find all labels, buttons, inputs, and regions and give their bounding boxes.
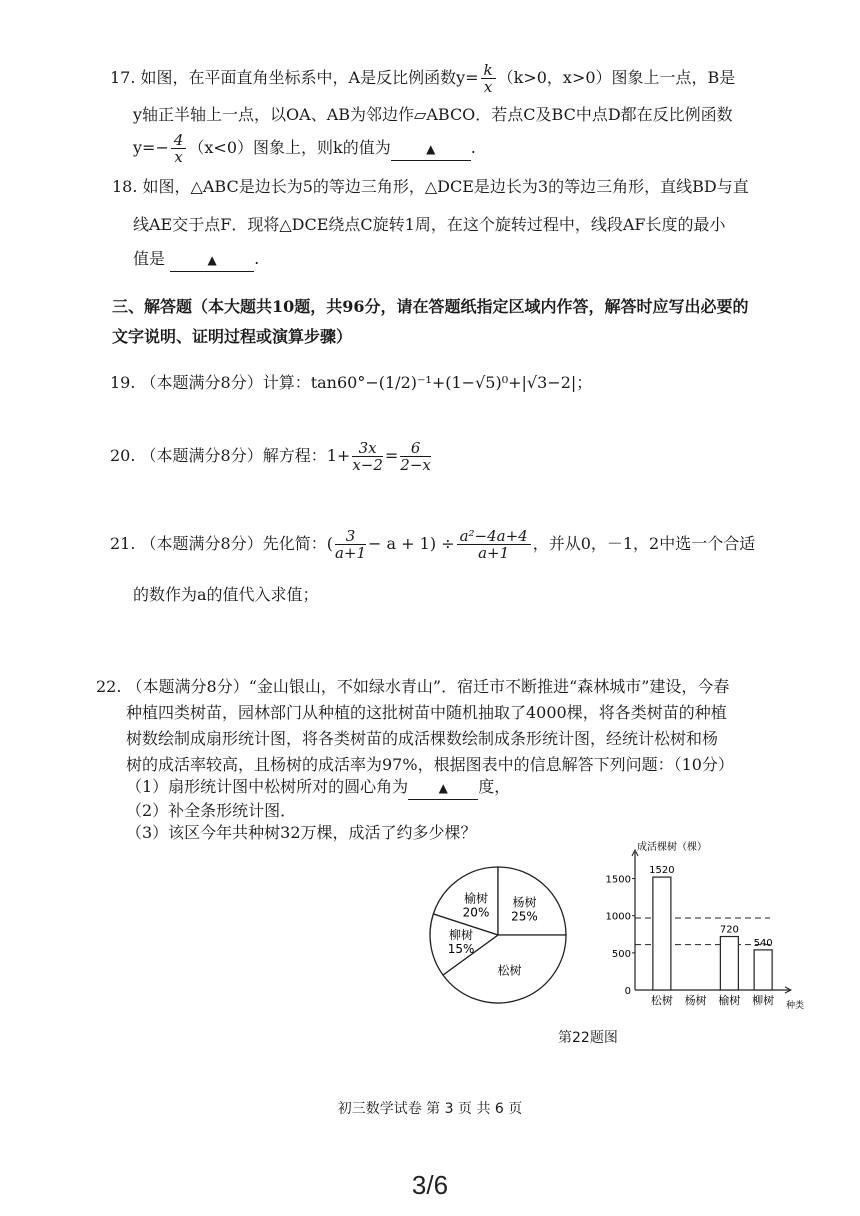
q17-blank-mark: ▲ bbox=[426, 142, 436, 156]
q22-caption: 第22题图 bbox=[558, 1030, 618, 1046]
q17-text-1b: （k>0，x>0）图象上一点，B是 bbox=[497, 68, 736, 87]
q22-line2: 种植四类树苗，园林部门从种植的这批树苗中随机抽取了4000棵，将各类树苗的种植 bbox=[126, 703, 727, 722]
bar-category-1: 杨树 bbox=[684, 994, 707, 1007]
q21-line2: 的数作为a的值代入求值； bbox=[133, 585, 319, 604]
q21-fraction-1 bbox=[335, 528, 366, 561]
q17-frac1-num: k bbox=[481, 62, 496, 79]
q22-charts bbox=[420, 840, 805, 1020]
q17-end: . bbox=[470, 138, 476, 157]
q22-line3: 树数绘制成扇形统计图，将各类树苗的成活棵数绘制成条形统计图，经统计松树和杨 bbox=[126, 729, 719, 748]
bar-y-label: 成活棵树（棵） bbox=[637, 842, 707, 853]
q17-answer-blank bbox=[391, 138, 471, 161]
bar-value-label-2: 720 bbox=[719, 924, 739, 936]
pie-label-name-2: 松树 bbox=[497, 963, 522, 978]
bar-value-label-3: 540 bbox=[753, 937, 773, 949]
bar-category-3: 柳树 bbox=[752, 994, 775, 1007]
q18-line3 bbox=[133, 248, 259, 272]
section3-title-line1: 三、解答题（本大题共10题，共96分，请在答题纸指定区域内作答，解答时应写出必要的 bbox=[112, 297, 749, 316]
q20-f2-num: 6 bbox=[400, 440, 431, 457]
q17-fraction-2 bbox=[171, 132, 187, 165]
bar-2 bbox=[720, 937, 738, 990]
q17-text-3b: （x<0）图象上，则k的值为 bbox=[188, 138, 391, 157]
q22-line4: 树的成活率较高，且杨树的成活率为97%，根据图表中的信息解答下列问题：（10分） bbox=[126, 755, 734, 774]
bar-0 bbox=[653, 877, 671, 990]
pie-label-name-0: 榆树 bbox=[464, 891, 489, 906]
q21-f2-den: a+1 bbox=[478, 544, 510, 562]
q17-fraction-1 bbox=[481, 62, 496, 95]
q17-line1 bbox=[110, 62, 735, 95]
bar-category-0: 松树 bbox=[650, 994, 673, 1007]
q18-text-3: 值是 bbox=[133, 249, 166, 268]
q17-text-1: 17. 如图，在平面直角坐标系中，A是反比例函数y= bbox=[110, 68, 479, 87]
pie-label-pct-1: 25% bbox=[511, 909, 538, 924]
q22-line1: 22. （本题满分8分）“金山银山，不如绿水青山”．宿迁市不断推进“森林城市”建设，今春 bbox=[96, 677, 730, 696]
q21-line1 bbox=[110, 528, 755, 561]
q17-text-3a: y=− bbox=[133, 138, 169, 157]
pie-label-name-1: 杨树 bbox=[512, 895, 537, 910]
q21-text-c: ，并从0，－1，2中选一个合适 bbox=[532, 534, 756, 553]
bar-ytick-3: 1500 bbox=[605, 874, 631, 886]
q21-fraction-2 bbox=[457, 528, 531, 561]
q22-sub3: （3）该区今年共种树32万棵，成活了约多少棵？ bbox=[126, 823, 477, 842]
q17-line3 bbox=[133, 132, 476, 165]
page-footer: 初三数学试卷 第 3 页 共 6 页 bbox=[337, 1101, 523, 1117]
q17-frac2-num: 4 bbox=[171, 132, 187, 149]
q22-sub2: （2）补全条形统计图． bbox=[126, 801, 297, 820]
q22-sub1-text: （1）扇形统计图中松树所对的圆心角为 bbox=[126, 777, 409, 796]
q20-text: 20. （本题满分8分）解方程：1+ bbox=[110, 446, 351, 465]
q18-answer-blank bbox=[170, 249, 254, 272]
q22-sub1 bbox=[126, 776, 510, 800]
q20-fraction-1 bbox=[352, 440, 383, 473]
q20-f2-den: 2−x bbox=[400, 456, 431, 474]
q22-sub1-tail: 度， bbox=[478, 777, 511, 796]
q21-f1-num: 3 bbox=[335, 528, 366, 545]
bar-ytick-0: 0 bbox=[624, 986, 631, 997]
section3-title-line2: 文字说明、证明过程或演算步骤） bbox=[112, 327, 353, 346]
q22-sub1-blank bbox=[408, 777, 478, 800]
bar-ytick-1: 500 bbox=[611, 948, 631, 960]
q17-frac1-den: x bbox=[483, 78, 493, 96]
q17-frac2-den: x bbox=[174, 148, 183, 166]
q20-equals: = bbox=[384, 446, 399, 465]
q18-end: . bbox=[254, 249, 260, 268]
q21-f1-den: a+1 bbox=[334, 544, 367, 562]
pie-label-pct-0: 20% bbox=[462, 905, 490, 920]
bar-x-label: 种类 bbox=[786, 1001, 805, 1011]
q20-line bbox=[110, 440, 433, 473]
q18-line2: 线AE交于点F．现将△DCE绕点C旋转1周，在这个旋转过程中，线段AF长度的最小 bbox=[133, 215, 726, 234]
pie-label-pct-3: 15% bbox=[447, 941, 475, 956]
q17-line2: y轴正半轴上一点，以OA、AB为邻边作▱ABCO．若点C及BC中点D都在反比例函数 bbox=[133, 105, 733, 124]
bar-category-2: 榆树 bbox=[718, 994, 741, 1007]
q18-line1: 18. 如图，△ABC是边长为5的等边三角形，△DCE是边长为3的等边三角形，直线BD与直 bbox=[112, 177, 749, 196]
q18-blank-mark: ▲ bbox=[207, 253, 217, 267]
q19-line: 19. （本题满分8分）计算：tan60°−(1/2)⁻¹+(1−√5)⁰+|√3−2|； bbox=[110, 373, 593, 392]
q20-f1-den: x−2 bbox=[352, 456, 383, 474]
q22-sub1-blank-mark: ▲ bbox=[438, 781, 448, 795]
q20-fraction-2 bbox=[400, 440, 431, 473]
page-indicator: 3/6 bbox=[411, 1170, 449, 1200]
q20-f1-num: 3x bbox=[352, 440, 383, 457]
bar-value-label-0: 1520 bbox=[649, 865, 675, 877]
bar-3 bbox=[754, 950, 772, 990]
q21-f2-num: a²−4a+4 bbox=[457, 528, 531, 545]
q21-text-b: − a + 1) ÷ bbox=[368, 534, 455, 553]
pie-label-name-3: 柳树 bbox=[449, 927, 474, 942]
bar-ytick-2: 1000 bbox=[605, 911, 631, 923]
q21-text-a: 21. （本题满分8分）先化简：( bbox=[110, 534, 333, 553]
